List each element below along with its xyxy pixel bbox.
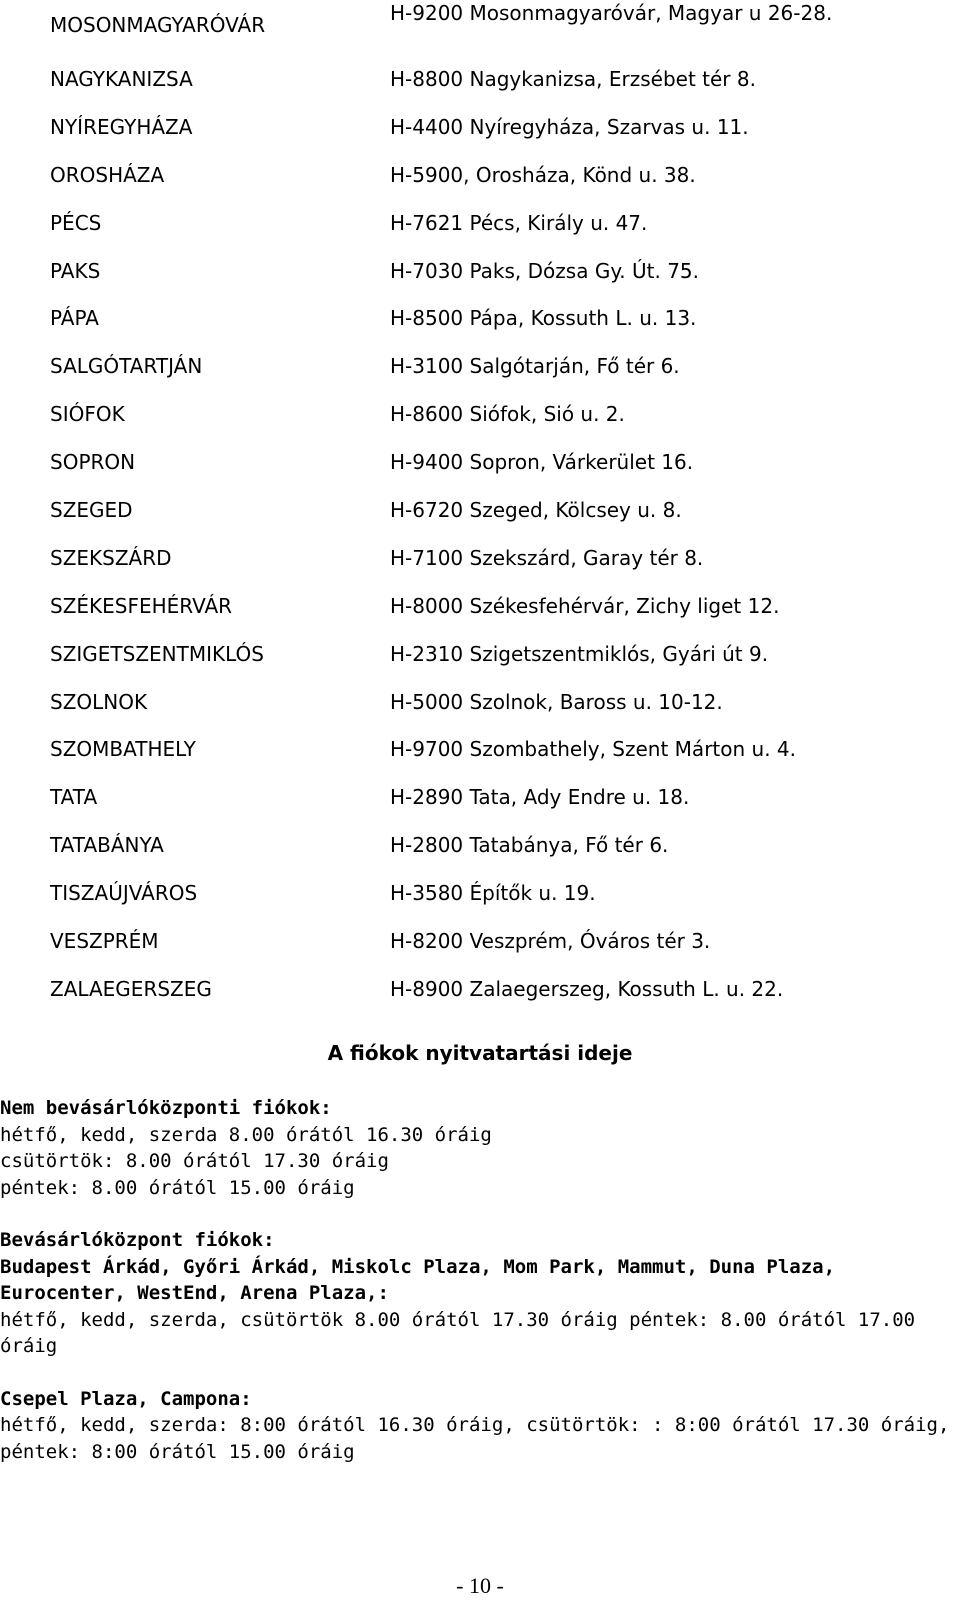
branch-address: H-9200 Mosonmagyaróvár, Magyar u 26-28. [390,1,833,25]
branch-address: H-8500 Pápa, Kossuth L. u. 13. [390,306,697,331]
branch-address: H-3100 Salgótarján, Fő tér 6. [390,354,680,379]
branch-address: H-2800 Tatabánya, Fő tér 6. [390,833,669,858]
branch-address: H-3580 Építők u. 19. [390,881,596,906]
branch-city: TISZAÚJVÁROS [50,881,198,906]
csepel-heading: Csepel Plaza, Campona: [0,1387,252,1410]
branch-city: SZOMBATHELY [50,737,196,762]
mall-names: Budapest Árkád, Győri Árkád, Miskolc Plaza, Mom Park, Mammut, Duna Plaza, Eurocenter, WestEnd, Arena Plaza,: [0,1255,836,1304]
branch-row [50,870,930,918]
branch-address: H-7030 Paks, Dózsa Gy. Út. 75. [390,258,700,283]
hours-title: A fiókok nyitvatartási ideje [327,1041,633,1065]
hours-line: csütörtök: 8.00 órától 17.30 óráig [0,1150,389,1172]
branch-city: ZALAEGERSZEG [50,976,212,1001]
branch-row [50,487,930,535]
branch-row [50,583,930,631]
hours-line: péntek: 8.00 órától 15.00 óráig [0,1176,355,1199]
branch-city: VESZPRÉM [50,929,159,954]
hours-line: péntek: 8:00 órától 15.00 óráig [0,1440,355,1463]
branch-city: MOSONMAGYARÓVÁR [50,13,266,37]
branch-row [50,726,930,774]
branch-row [50,774,930,822]
branch-city: NAGYKANIZSA [50,67,193,91]
branch-address: H-8200 Veszprém, Óváros tér 3. [390,929,711,954]
branch-list [50,0,930,1014]
branch-address: H-5000 Szolnok, Baross u. 10-12. [390,689,723,714]
branch-row [50,0,930,56]
branch-address: H-8800 Nagykanizsa, Erzsébet tér 8. [390,67,756,91]
non-mall-heading: Nem bevásárlóközponti fiókok: [0,1097,332,1119]
branch-city: SOPRON [50,450,136,475]
branch-address: H-4400 Nyíregyháza, Szarvas u. 11. [390,114,749,139]
branch-row [50,391,930,439]
branch-row [50,631,930,679]
csepel-section [0,1386,950,1466]
hours-line: hétfő, kedd, szerda: 8:00 órától 16.30 óráig, csütörtök: : 8:00 órától 17.30 óráig, [0,1414,950,1436]
branch-city: SZEKSZÁRD [50,545,172,570]
mall-section [0,1227,950,1360]
branch-row [50,56,930,104]
branch-city: OROSHÁZA [50,162,165,187]
branch-row [50,439,930,487]
branch-city: TATA [50,785,98,810]
branch-row [50,104,930,152]
branch-city: PÁPA [50,306,99,331]
branch-address: H-9700 Szombathely, Szent Márton u. 4. [390,737,796,762]
branch-address: H-8600 Siófok, Sió u. 2. [390,402,625,427]
branch-address: H-7621 Pécs, Király u. 47. [390,210,648,235]
branch-row [50,343,930,391]
branch-city: SALGÓTARTJÁN [50,354,203,379]
branch-row [50,200,930,248]
branch-address: H-5900, Orosháza, Könd u. 38. [390,162,696,187]
branch-address: H-7100 Szekszárd, Garay tér 8. [390,545,704,570]
branch-city: PAKS [50,258,101,283]
opening-hours [0,1095,950,1491]
mall-heading: Bevásárlóközpont fiókok: [0,1229,275,1251]
branch-city: NYÍREGYHÁZA [50,114,193,139]
branch-city: SIÓFOK [50,402,125,427]
branch-address: H-9400 Sopron, Várkerület 16. [390,450,694,475]
branch-city: SZOLNOK [50,689,148,714]
branch-city: SZÉKESFEHÉRVÁR [50,593,233,618]
branch-city: TATABÁNYA [50,833,164,858]
branch-row [50,152,930,200]
branch-row [50,918,930,966]
branch-address: H-6720 Szeged, Kölcsey u. 8. [390,498,682,523]
branch-row [50,248,930,296]
branch-address: H-2890 Tata, Ady Endre u. 18. [390,785,690,810]
branch-row [50,535,930,583]
branch-city: SZIGETSZENTMIKLÓS [50,641,264,666]
branch-row [50,679,930,727]
branch-city: PÉCS [50,210,102,235]
hours-line: hétfő, kedd, szerda 8.00 órától 16.30 óráig [0,1123,492,1146]
branch-row [50,822,930,870]
branch-address: H-8900 Zalaegerszeg, Kossuth L. u. 22. [390,976,784,1001]
non-mall-section [0,1095,950,1201]
hours-line: hétfő, kedd, szerda, csütörtök 8.00 órától 17.30 óráig péntek: 8.00 órától 17.00 óráig [0,1308,916,1357]
branch-address: H-2310 Szigetszentmiklós, Gyári út 9. [390,641,769,666]
branch-address: H-8000 Székesfehérvár, Zichy liget 12. [390,593,780,618]
page-number: - 10 - [456,1573,504,1598]
branch-row [50,295,930,343]
branch-row [50,966,930,1014]
branch-city: SZEGED [50,498,133,523]
